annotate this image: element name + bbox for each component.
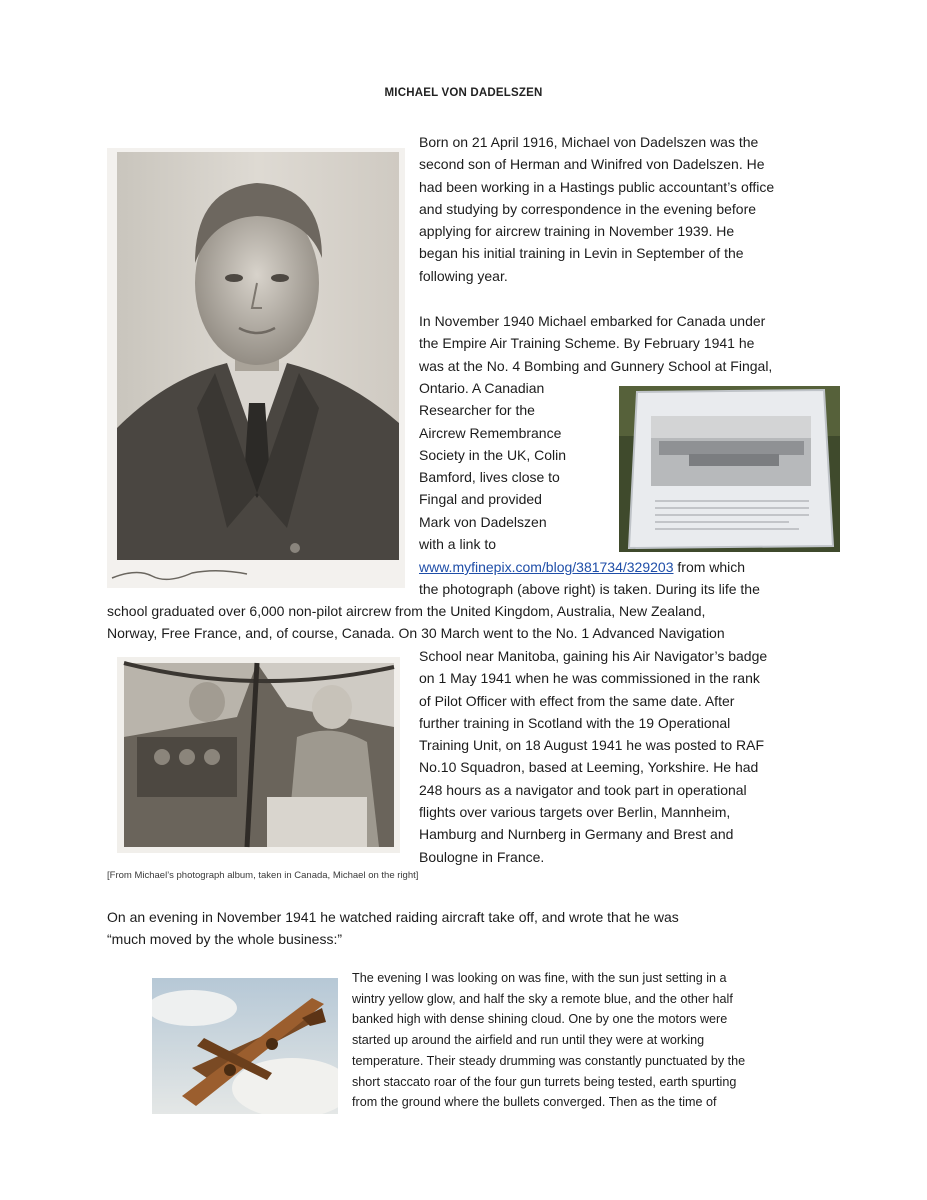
link-line bbox=[419, 556, 760, 601]
text-line: began his initial training in Levin in September of the bbox=[419, 245, 744, 262]
text-line: the photograph (above right) is taken. During its life the bbox=[419, 581, 760, 598]
text-line: Hamburg and Nurnberg in Germany and Brest and bbox=[419, 826, 734, 843]
text-line: The evening I was looking on was fine, with the sun just setting in a bbox=[352, 971, 727, 985]
text-line: On an evening in November 1941 he watched raiding aircraft take off, and wrote that he was bbox=[107, 909, 679, 925]
text-line: Bamford, lives close to bbox=[419, 469, 560, 486]
text-line: from the ground where the bullets converged. Then as the time of bbox=[352, 1095, 717, 1110]
text-line: of Pilot Officer with effect from the same date. After bbox=[419, 692, 735, 709]
text-line: on 1 May 1941 when he was commissioned in the rank bbox=[419, 670, 760, 687]
bomber-photo bbox=[152, 978, 338, 1114]
text-line: Norway, Free France, and, of course, Canada. On 30 March went to the No. 1 Advanced Navigation bbox=[107, 625, 725, 642]
text-line: Boulogne in France. bbox=[419, 848, 545, 865]
text-line: Born on 21 April 1916, Michael von Dadelszen was the bbox=[419, 134, 759, 150]
text-line: had been working in a Hastings public accountant’s office bbox=[419, 178, 775, 195]
paragraph-evening bbox=[107, 906, 679, 951]
text-line: Aircrew Remembrance bbox=[419, 424, 562, 441]
text-line: flights over various targets over Berlin, Mannheim, bbox=[419, 804, 731, 821]
text-line: applying for aircrew training in November 1939. He bbox=[419, 223, 735, 240]
myfinepix-link[interactable]: www.myfinepix.com/blog/381734/329203 bbox=[419, 559, 674, 575]
text-line: the Empire Air Training Scheme. By February 1941 he bbox=[419, 335, 755, 352]
text-line: No.10 Squadron, based at Leeming, Yorkshire. He had bbox=[419, 759, 759, 776]
text-line: started up around the airfield and run until they were at working bbox=[352, 1033, 705, 1048]
photo-caption: [From Michael’s photograph album, taken in Canada, Michael on the right] bbox=[107, 870, 419, 881]
text-line: Training Unit, on 18 August 1941 he was posted to RAF bbox=[419, 737, 765, 754]
paragraph-birth bbox=[419, 131, 774, 287]
cockpit-photo bbox=[117, 657, 400, 853]
text-line: In November 1940 Michael embarked for Canada under bbox=[419, 313, 766, 329]
text-line: wintry yellow glow, and half the sky a remote blue, and the other half bbox=[352, 991, 733, 1006]
text-line: further training in Scotland with the 19 Operational bbox=[419, 714, 731, 731]
text-line: Researcher for the bbox=[419, 402, 535, 419]
text-line: and studying by correspondence in the evening before bbox=[419, 200, 757, 217]
text-line: banked high with dense shining cloud. One by one the motors were bbox=[352, 1012, 728, 1027]
text-line: temperature. Their steady drumming was constantly punctuated by the bbox=[352, 1053, 746, 1068]
page-title: MICHAEL VON DADELSZEN bbox=[384, 87, 543, 99]
plaque-photo bbox=[619, 386, 840, 552]
paragraph-navigation bbox=[419, 645, 767, 868]
text-line: Ontario. A Canadian bbox=[419, 380, 545, 396]
text-line: “much moved by the whole business:” bbox=[107, 931, 342, 948]
text-line: Society in the UK, Colin bbox=[419, 446, 567, 463]
text-line: Fingal and provided bbox=[419, 491, 542, 508]
paragraph-canada bbox=[419, 310, 772, 377]
text-line: short staccato roar of the four gun turrets being tested, earth spurting bbox=[352, 1074, 737, 1089]
text-line: Mark von Dadelszen bbox=[419, 513, 547, 530]
paragraph-researcher bbox=[419, 377, 566, 555]
link-trailing-text: from which bbox=[673, 559, 746, 575]
text-line: second son of Herman and Winifred von Dadelszen. He bbox=[419, 156, 765, 173]
portrait-photo bbox=[107, 148, 405, 588]
text-line: with a link to bbox=[419, 536, 497, 553]
quote-block bbox=[352, 968, 745, 1113]
link-sentence bbox=[419, 556, 760, 578]
text-line: school graduated over 6,000 non-pilot aircrew from the United Kingdom, Australia, New Zealand, bbox=[107, 603, 706, 619]
text-line: following year. bbox=[419, 267, 508, 284]
text-line: 248 hours as a navigator and took part in operational bbox=[419, 781, 747, 798]
paragraph-graduates bbox=[107, 600, 725, 645]
text-line: School near Manitoba, gaining his Air Navigator’s badge bbox=[419, 648, 768, 664]
text-line: was at the No. 4 Bombing and Gunnery School at Fingal, bbox=[419, 357, 773, 374]
